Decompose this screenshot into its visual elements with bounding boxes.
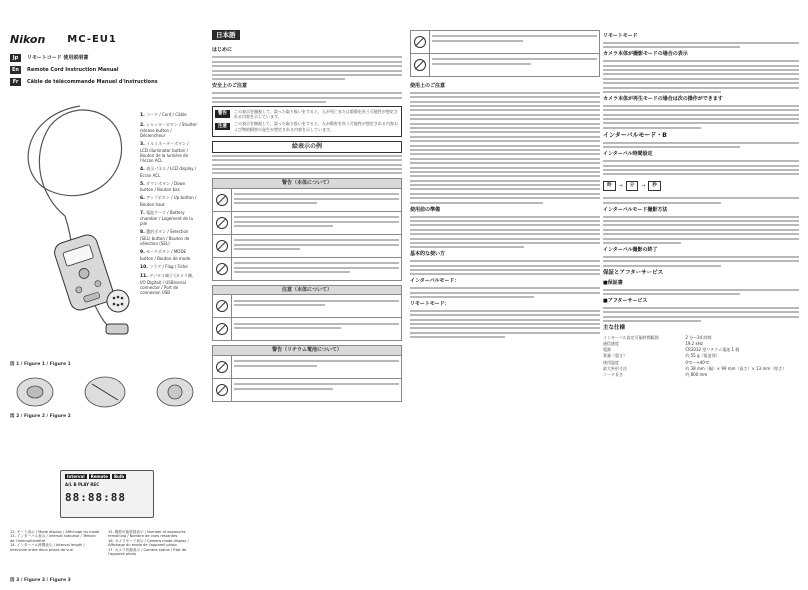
part-label: 表示パネル / LCD display / Écran ACL bbox=[140, 165, 197, 178]
part-label: デジタル端子 (カメラ側、I/O Digital) / USB/serial connector / Port de connexion USB bbox=[140, 273, 196, 295]
after-service-sub: ■アフターサービス bbox=[603, 298, 648, 305]
connector-plug bbox=[106, 324, 128, 334]
part-label: モードボタン / MODE button / Bouton de mode bbox=[140, 249, 191, 261]
lcd-mode-tags bbox=[65, 474, 126, 479]
spec-title: 主な仕様 bbox=[603, 325, 626, 332]
spec-key: 最大外形寸法 bbox=[603, 365, 627, 371]
safety-row-text bbox=[232, 212, 401, 234]
part-label: 電池ケース / Battery chamber / Logement de la pile bbox=[140, 209, 193, 227]
spec-value: 約 55 g（電池別） bbox=[685, 353, 720, 359]
spec-value: 2 分〜24 時間 bbox=[685, 334, 712, 340]
lcd-tag-remote: Remote bbox=[90, 474, 108, 479]
spec-value: 0℃〜+40℃ bbox=[685, 359, 710, 365]
figure3-lcd-display bbox=[60, 470, 154, 518]
prohibit-icon bbox=[213, 258, 232, 280]
interval-diagram-note bbox=[603, 197, 799, 203]
spec-value: 約 38 mm（幅）× 99 mm（高さ）× 13 mm（厚さ） bbox=[685, 365, 787, 371]
language-row-en bbox=[10, 66, 196, 74]
warning-badge: 警告 bbox=[215, 110, 230, 118]
part-item bbox=[140, 141, 198, 163]
spec-key: インターバル設定可能時間範囲 bbox=[603, 334, 659, 340]
symbols-title: 絵表示の例 bbox=[212, 141, 402, 153]
lcd-tag-interval: Interval bbox=[67, 474, 85, 479]
safety-row bbox=[410, 54, 600, 77]
note-item: 12. モード表示 / Mode display / Affichage du mode bbox=[10, 530, 100, 534]
language-tag: En bbox=[10, 66, 21, 74]
spec-row bbox=[603, 371, 799, 377]
column-3 bbox=[603, 30, 799, 378]
basic-usage-title: 基本的な使い方 bbox=[410, 251, 446, 258]
part-number: 1. bbox=[140, 113, 145, 118]
prohibit-icon bbox=[411, 54, 430, 76]
part-label: イルミネーターボタン / LCD illuminator button / Bouton de la lumière de l'écran ACL bbox=[140, 141, 189, 163]
spec-key: 通信速度 bbox=[603, 341, 619, 346]
remote-mode-label: リモートモード： bbox=[410, 301, 450, 308]
caution-row bbox=[215, 121, 399, 131]
safety-row-text bbox=[430, 31, 599, 53]
playback-text bbox=[603, 105, 799, 129]
spec-key: コード長さ bbox=[603, 371, 623, 377]
part-number: 4. bbox=[140, 166, 145, 172]
left-column bbox=[0, 0, 200, 590]
safety-row-text bbox=[430, 54, 599, 76]
note-item: 17. カメラ状態表示 / Camera status / État de l'appareil photo bbox=[108, 547, 187, 557]
language-row-fr bbox=[10, 78, 196, 86]
safety-row-text bbox=[232, 295, 401, 317]
figure1-caption: 図 1 / Figure 1 / Figure 1 bbox=[10, 362, 71, 367]
language-list bbox=[10, 54, 196, 90]
figure3-notes-left bbox=[10, 530, 100, 552]
part-number: 2. bbox=[140, 122, 145, 128]
part-number: 9. bbox=[140, 250, 145, 255]
part-item bbox=[140, 112, 198, 119]
figure1-parts-list bbox=[140, 112, 198, 298]
part-label: 選択ボタン / Selection (SEL) button / Bouton de sélection (SEL) bbox=[140, 229, 190, 246]
part-item bbox=[140, 181, 198, 193]
preparation-text bbox=[410, 216, 600, 249]
language-title: Câble de télécommande Manuel d'instructions bbox=[27, 78, 158, 85]
section-title-japanese: 日本語 bbox=[212, 30, 240, 40]
body-caution-head: 注意（本体について） bbox=[212, 285, 402, 296]
remote-mode-text bbox=[410, 310, 600, 338]
part-label: アップボタン / Up button / Bouton haut bbox=[140, 195, 197, 207]
part-number: 5. bbox=[140, 181, 145, 187]
part-item bbox=[140, 210, 198, 227]
safety-row bbox=[212, 356, 402, 379]
intro-title: はじめに bbox=[212, 47, 233, 54]
model-name: MC-EU1 bbox=[67, 33, 117, 45]
part-label: フラグ / Flag / Fiche bbox=[149, 263, 188, 269]
part-number: 10. bbox=[140, 264, 148, 270]
language-title: リモートコード 使用説明書 bbox=[27, 54, 89, 61]
spec-table bbox=[603, 334, 799, 377]
column-2 bbox=[410, 30, 600, 341]
preparation-title: 使用前の準備 bbox=[410, 206, 441, 213]
safety-row bbox=[212, 295, 402, 318]
safety-row-text bbox=[232, 356, 401, 378]
prohibit-icon bbox=[213, 379, 232, 401]
interval-shoot-text bbox=[603, 216, 799, 244]
safety-row bbox=[212, 212, 402, 235]
interval-shoot-title: インターバルモード撮影方法 bbox=[603, 206, 668, 213]
spec-value: CR2032 型リチウム電池 1 個 bbox=[685, 347, 740, 353]
spec-key: 電源 bbox=[603, 347, 611, 353]
cord-loop bbox=[28, 106, 121, 216]
part-item bbox=[140, 166, 198, 178]
note-item: 15. 撮影可能枚数表示 / Number of exposures remaining / Nombre de vues restantes bbox=[108, 530, 186, 539]
battery-warning-head: 警告（リチウム電池について） bbox=[212, 345, 402, 356]
safety-row bbox=[212, 258, 402, 281]
interval-setting-title: インターバル時間設定 bbox=[603, 151, 653, 158]
prohibit-icon bbox=[411, 31, 430, 53]
part-number: 3. bbox=[140, 142, 145, 148]
language-tag: Jp bbox=[10, 54, 21, 62]
prohibit-icon bbox=[213, 212, 232, 234]
spec-value: 19.2 kHz bbox=[685, 341, 703, 346]
part-label: シャッターボタン / Shutter-release button / Déclencheur bbox=[140, 121, 198, 139]
interval-minutes-box: 分 bbox=[626, 181, 639, 191]
part-number: 6. bbox=[140, 196, 145, 202]
figure1-remote-cord-illustration bbox=[10, 96, 150, 336]
part-item bbox=[140, 122, 198, 139]
safety-row-text bbox=[232, 258, 401, 280]
caution-text: この表示を無視して、誤った取り扱いをすると、人が傷害を負う可能性が想定される内容および物的損害の発生が想定される内容を示しています。 bbox=[234, 121, 398, 132]
figure2-caption: 図 2 / Figure 2 / Figure 2 bbox=[10, 414, 71, 419]
figure3-caption: 図 3 / Figure 3 / Figure 3 bbox=[10, 578, 71, 583]
warning-legend bbox=[212, 106, 402, 137]
interval-end-title: インターバル撮影の終了 bbox=[603, 247, 658, 254]
warning-row bbox=[215, 109, 399, 119]
intro-text bbox=[212, 56, 402, 80]
safety-row-text bbox=[232, 235, 401, 257]
interval-end-text bbox=[603, 256, 799, 267]
interval-seconds-box: 秒 bbox=[648, 181, 661, 191]
symbols-text bbox=[212, 155, 402, 175]
note-item: 14. インターバル時間表示 / Interval length / Intervalle entre deux prises de vue bbox=[10, 543, 85, 552]
basic-usage-text bbox=[410, 260, 600, 275]
safety-row bbox=[212, 235, 402, 258]
note-item: 16. カメラモード表示 / Camera mode display / Affichage du mode de l'appareil photo bbox=[108, 538, 189, 548]
spec-value: 約 800 mm bbox=[685, 371, 708, 377]
interval-title: インターバルモード・B bbox=[603, 131, 667, 139]
playback-title: カメラ本体が再生モードの場合は次の操作ができます bbox=[603, 95, 723, 102]
safety-row-text bbox=[232, 318, 401, 340]
safety-row bbox=[212, 318, 402, 341]
remote-body bbox=[52, 232, 115, 312]
part-number: 8. bbox=[140, 230, 145, 236]
after-service-text bbox=[603, 307, 799, 322]
part-item bbox=[140, 273, 198, 295]
prohibit-icon bbox=[213, 235, 232, 257]
interval-hours-box: 時 bbox=[603, 181, 616, 191]
language-title: Remote Cord Instruction Manual bbox=[27, 66, 119, 73]
brand-row bbox=[10, 33, 117, 47]
connector-face bbox=[107, 290, 129, 312]
safety-text bbox=[212, 92, 402, 103]
lcd-digits: 88:88:88 bbox=[65, 491, 126, 504]
camera-mode-title: カメラ本体が撮影モードの場合の表示 bbox=[603, 51, 688, 58]
prohibit-icon bbox=[213, 318, 232, 340]
warranty-title: 保証とアフターサービス bbox=[603, 269, 664, 276]
prohibit-icon bbox=[213, 356, 232, 378]
brand-logo: Nikon bbox=[10, 33, 46, 46]
prohibit-icon bbox=[213, 295, 232, 317]
usage-title: 使用上のご注意 bbox=[410, 83, 446, 89]
prohibit-icon bbox=[213, 189, 232, 211]
safety-row-text bbox=[232, 189, 401, 211]
interval-mode-text bbox=[410, 287, 600, 298]
safety-row-text bbox=[232, 379, 401, 401]
column-1 bbox=[212, 30, 402, 402]
body-warning-head: 警告（本体について） bbox=[212, 178, 402, 189]
part-item bbox=[140, 229, 198, 246]
remote-mode-desc bbox=[603, 42, 799, 48]
arrow-right-icon: → bbox=[618, 183, 623, 190]
figure3-notes-right bbox=[108, 530, 198, 557]
arrow-right-icon: → bbox=[641, 183, 646, 190]
lcd-tag-bulb: Bulb bbox=[113, 474, 125, 479]
interval-setting-text bbox=[603, 160, 799, 175]
interval-intro bbox=[603, 142, 799, 148]
safety-title: 安全上のご注意 bbox=[212, 83, 248, 90]
camera-mode-text bbox=[603, 60, 799, 93]
language-row-jp bbox=[10, 54, 196, 62]
figure2-battery-illustration bbox=[10, 372, 200, 412]
lcd-status-row: A/L B PLAY REC bbox=[65, 482, 100, 487]
warning-text: この表示を無視して、誤った取り扱いをすると、人が死亡または重傷を負う可能性が想定される内容を示しています。 bbox=[234, 108, 398, 120]
part-label: コード / Cord / Câble bbox=[146, 112, 187, 117]
part-item bbox=[140, 195, 198, 207]
warranty-text bbox=[603, 289, 799, 295]
remote-mode-title: リモートモード bbox=[603, 33, 638, 39]
usage-text bbox=[410, 92, 600, 204]
part-item bbox=[140, 249, 198, 261]
interval-diagram bbox=[603, 179, 799, 193]
warranty-sub: ■保証書 bbox=[603, 279, 623, 286]
safety-row bbox=[410, 30, 600, 54]
spec-key: 質量（重さ） bbox=[603, 353, 627, 359]
part-number: 7. bbox=[140, 210, 145, 216]
spec-key: 使用温度 bbox=[603, 359, 619, 365]
part-number: 11. bbox=[140, 274, 148, 280]
note-item: 13. インターバル表示 / Interval indicator / Témoin de l'intervallomètre bbox=[10, 534, 96, 543]
caution-badge: 注意 bbox=[215, 123, 230, 131]
safety-row bbox=[212, 189, 402, 212]
safety-row bbox=[212, 379, 402, 402]
part-label: ダウンボタン / Down button / Bouton bas bbox=[140, 180, 186, 193]
part-item bbox=[140, 264, 198, 271]
language-tag: Fr bbox=[10, 78, 21, 86]
interval-mode-label: インターバルモード： bbox=[410, 278, 460, 285]
